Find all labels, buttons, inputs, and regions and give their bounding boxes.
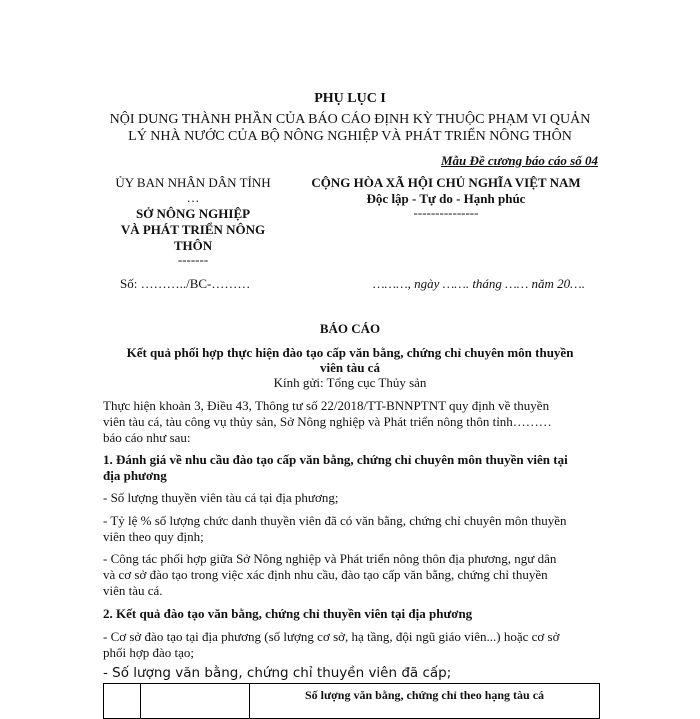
section2-item2: - Số lượng văn bằng, chứng chỉ thuyền viên đã cấp; [103, 665, 452, 681]
appendix-subtitle-line1: NỘI DUNG THÀNH PHẦN CỦA BÁO CÁO ĐỊNH KỲ THUỘC PHẠM VI QUẢN [109, 112, 591, 127]
report-title-line2: viên tàu cá [320, 360, 380, 375]
report-title-line1: Kết quả phối hợp thực hiện đào tạo cấp văn bằng, chứng chỉ chuyên môn thuyền [126, 345, 574, 360]
section2-item1-line2: phối hợp đào tạo; [103, 645, 194, 660]
department-name-line2: VÀ PHÁT TRIỂN NÔNG [120, 222, 266, 237]
appendix-subtitle-line2: LÝ NHÀ NƯỚC CỦA BỘ NÔNG NGHIỆP VÀ PHÁT TRIỂN NÔNG THÔN [128, 129, 572, 144]
recipient: Kính gửi: Tổng cục Thủy sản [273, 375, 427, 390]
document-date: ………, ngày ……. tháng …… năm 20…. [373, 276, 585, 291]
table-cell [141, 684, 250, 719]
right-divider: --------------- [413, 205, 479, 220]
section1-item1: - Số lượng thuyền viên tàu cá tại địa phương; [103, 490, 339, 505]
province-ellipsis: … [186, 190, 200, 205]
nation-motto: Độc lập - Tự do - Hạnh phúc [366, 191, 526, 206]
section1-heading-line1: 1. Đánh giá về nhu cầu đào tạo cấp văn bằng, chứng chỉ chuyên môn thuyền viên tại [103, 452, 568, 467]
section1-heading-line2: địa phương [103, 468, 167, 483]
table-row [104, 684, 600, 719]
section1-item3-line2: và cơ sở đào tạo trong việc xác định nhu cầu, đào tạo cấp văn bằng, chứng chỉ thuyền [103, 567, 548, 582]
section2-item1-line1: - Cơ sở đào tạo tại địa phương (số lượng cơ sở, hạ tầng, đội ngũ giáo viên...) hoặc cơ sở [103, 629, 560, 644]
department-name-line3: THÔN [173, 238, 213, 253]
intro-line2: viên tàu cá, tàu công vụ thủy sản, Sở Nông nghiệp và Phát triển nông thôn tỉnh……… [103, 414, 552, 429]
department-name-line1: SỞ NÔNG NGHIỆP [135, 206, 251, 221]
section1-item2-line1: - Tỷ lệ % số lượng chức danh thuyền viên đã có văn bằng, chứng chỉ chuyên môn thuyền [103, 513, 567, 528]
intro-line1: Thực hiện khoản 3, Điều 43, Thông tư số 22/2018/TT-BNNPTNT quy định về thuyền [103, 398, 550, 413]
section1-item3-line1: - Công tác phối hợp giữa Sở Nông nghiệp và Phát triển nông thôn địa phương, ngư dân [103, 551, 557, 566]
intro-line3: báo cáo như sau: [103, 430, 191, 445]
section1-item2-line2: viên theo quy định; [103, 529, 204, 544]
section1-item3-line3: viên tàu cá. [103, 583, 163, 598]
left-divider: ------- [177, 252, 209, 267]
appendix-title: PHỤ LỤC I [314, 91, 386, 106]
table-header-cell: Số lượng văn bằng, chứng chỉ theo hạng tàu cá [250, 684, 600, 719]
report-heading: BÁO CÁO [319, 321, 381, 336]
province-committee: ỦY BAN NHÂN DÂN TỈNH [115, 175, 271, 190]
document-number: Số: ………../BC-……… [120, 276, 251, 291]
nation-name: CỘNG HÒA XÃ HỘI CHỦ NGHĨA VIỆT NAM [311, 175, 581, 190]
section2-heading: 2. Kết quả đào tạo văn bằng, chứng chỉ thuyền viên tại địa phương [103, 606, 473, 621]
table-cell [104, 684, 141, 719]
form-label: Mẫu Đề cương báo cáo số 04 [440, 153, 598, 168]
certificate-table [103, 683, 600, 719]
